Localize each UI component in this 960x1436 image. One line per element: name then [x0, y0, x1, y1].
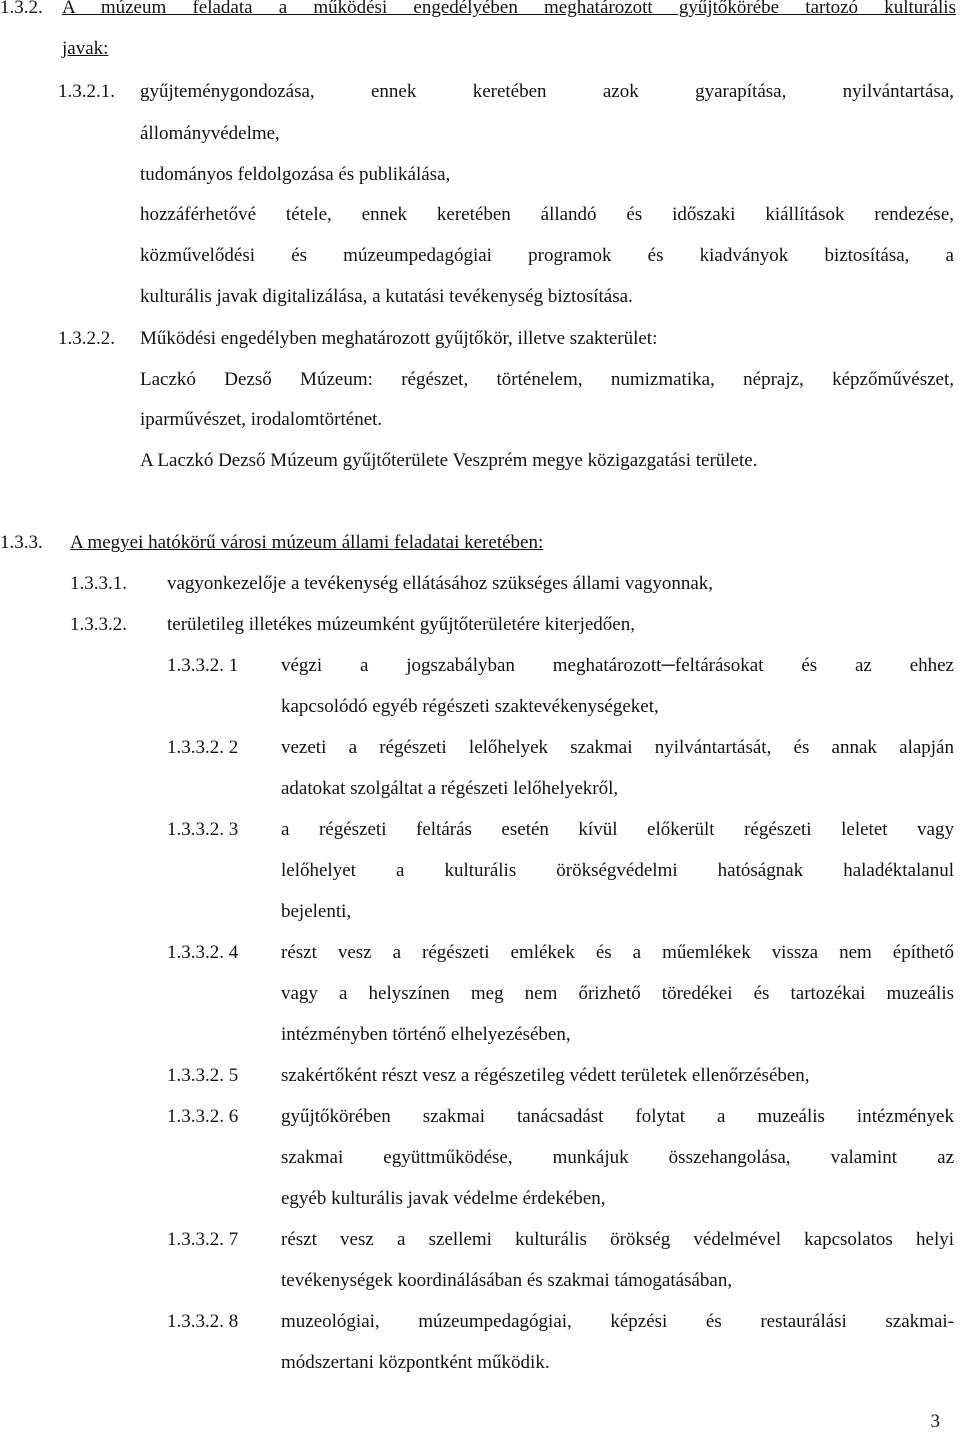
item-text-line: vagyonkezelője a tevékenység ellátásához szükséges állami vagyonnak, — [167, 573, 714, 594]
subitem-text-line: szakmai együttműködése, munkájuk összehangolása, valamint az — [281, 1147, 954, 1168]
subitem-text-line: intézményben történő elhelyezésében, — [281, 1024, 571, 1045]
subitem-text-line: adatokat szolgáltat a régészeti lelőhelyekről, — [281, 778, 619, 799]
subitem-number: 1.3.3.2. 7 — [167, 1229, 239, 1250]
item-number: 1.3.3.2. — [70, 614, 127, 635]
subitem-text-line: bejelenti, — [281, 901, 352, 922]
item-text-line: gyűjteménygondozása, ennek keretében azok gyarapítása, nyilvántartása, — [140, 81, 954, 102]
subitem-text-line: muzeológiai, múzeumpedagógiai, képzési és restaurálási szakmai- — [281, 1311, 954, 1332]
subitem-number: 1.3.3.2. 5 — [167, 1065, 239, 1086]
item-text-line: kulturális javak digitalizálása, a kutatási tevékenység biztosítása. — [140, 286, 633, 307]
item-text-line: közművelődési és múzeumpedagógiai programok és kiadványok biztosítása, a — [140, 245, 954, 266]
subitem-text-line: egyéb kulturális javak védelme érdekében, — [281, 1188, 606, 1209]
item-number: 1.3.2.2. — [58, 328, 115, 349]
subitem-text-line: vagy a helyszínen meg nem őrizhető töredékei és tartozékai muzeális — [281, 983, 954, 1004]
page-number: 3 — [930, 1411, 940, 1432]
item-text-line: Laczkó Dezső Múzeum: régészet, történelem, numizmatika, néprajz, képzőművészet, — [140, 369, 954, 390]
item-text-line: állományvédelme, — [140, 123, 280, 144]
subitem-text-line: részt vesz a szellemi kulturális örökség védelmével kapcsolatos helyi — [281, 1229, 954, 1250]
subitem-text-line: végzi a jogszabályban meghatározott─feltárásokat és az ehhez — [281, 655, 954, 676]
subitem-number: 1.3.3.2. 4 — [167, 942, 239, 963]
subitem-text-line: a régészeti feltárás esetén kívül előkerült régészeti leletet vagy — [281, 819, 954, 840]
subitem-text-line: módszertani központként működik. — [281, 1352, 550, 1373]
subitem-number: 1.3.3.2. 1 — [167, 655, 239, 676]
section-heading: A megyei hatókörű városi múzeum állami feladatai keretében: — [70, 532, 544, 553]
subitem-text-line: tevékenységek koordinálásában és szakmai támogatásában, — [281, 1270, 733, 1291]
item-text-line: iparművészet, irodalomtörténet. — [140, 409, 383, 430]
section-number: 1.3.3. — [0, 532, 43, 553]
item-text-line: tudományos feldolgozása és publikálása, — [140, 164, 451, 185]
subitem-text-line: gyűjtőkörében szakmai tanácsadást folytat a muzeális intézmények — [281, 1106, 954, 1127]
subitem-number: 1.3.3.2. 2 — [167, 737, 239, 758]
section-heading-line: A múzeum feladata a működési engedélyében meghatározott gyűjtőkörébe tartozó kulturális — [62, 0, 956, 18]
subitem-text-line: kapcsolódó egyéb régészeti szaktevékenységeket, — [281, 696, 659, 717]
subitem-text-line: lelőhelyet a kulturális örökségvédelmi hatóságnak haladéktalanul — [281, 860, 954, 881]
section-heading-line: javak: — [62, 38, 109, 59]
item-text-line: Működési engedélyben meghatározott gyűjtőkör, illetve szakterület: — [140, 328, 658, 349]
item-text-line: A Laczkó Dezső Múzeum gyűjtőterülete Veszprém megye közigazgatási területe. — [140, 450, 758, 471]
section-number: 1.3.2. — [0, 0, 43, 18]
item-number: 1.3.2.1. — [58, 81, 115, 102]
subitem-text-line: szakértőként részt vesz a régészetileg védett területek ellenőrzésében, — [281, 1065, 810, 1086]
item-text-line: területileg illetékes múzeumként gyűjtőterületére kiterjedően, — [167, 614, 635, 635]
subitem-text-line: részt vesz a régészeti emlékek és a műemlékek vissza nem építhető — [281, 942, 954, 963]
subitem-text-line: vezeti a régészeti lelőhelyek szakmai nyilvántartását, és annak alapján — [281, 737, 954, 758]
item-text-line: hozzáférhetővé tétele, ennek keretében állandó és időszaki kiállítások rendezése, — [140, 204, 954, 225]
subitem-number: 1.3.3.2. 3 — [167, 819, 239, 840]
subitem-number: 1.3.3.2. 8 — [167, 1311, 239, 1332]
subitem-number: 1.3.3.2. 6 — [167, 1106, 239, 1127]
item-number: 1.3.3.1. — [70, 573, 127, 594]
